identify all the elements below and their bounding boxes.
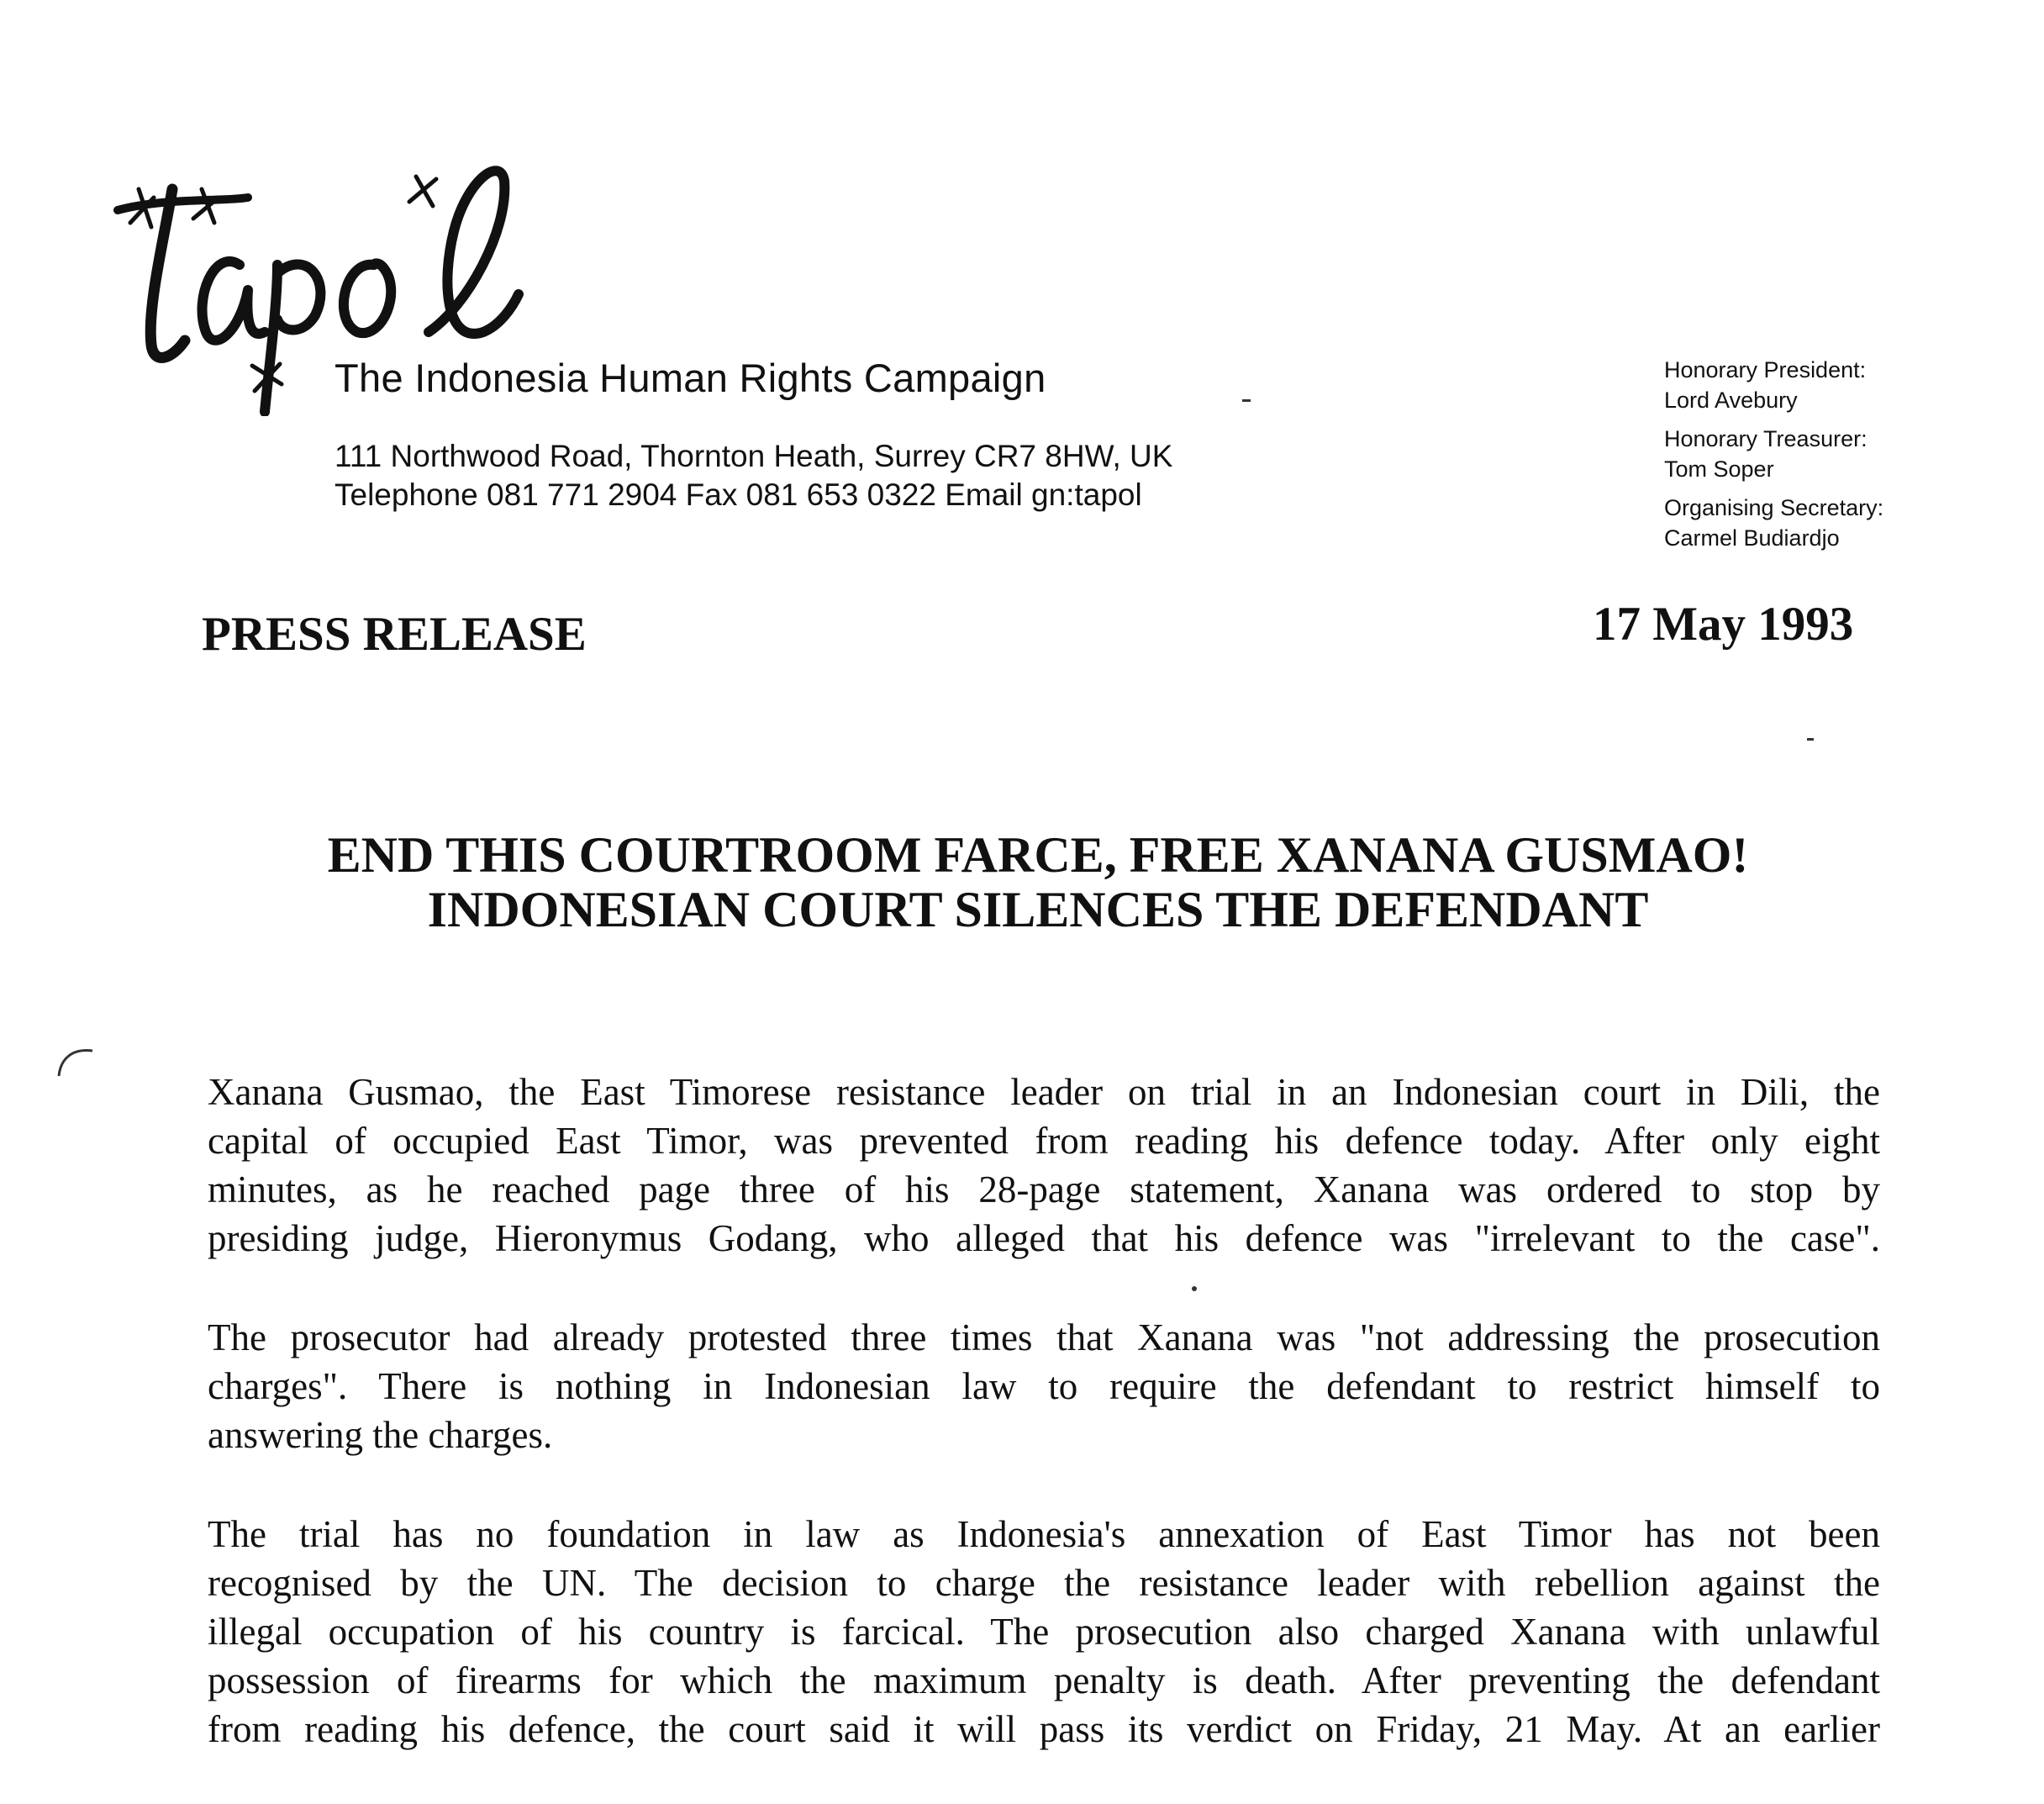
officer-role: Honorary Treasurer:: [1664, 426, 1868, 451]
headline-line: END THIS COURTROOM FARCE, FREE XANANA GUSMAO!: [327, 827, 1749, 883]
officer-role: Honorary President:: [1664, 357, 1867, 382]
text-line: capital of occupied East Timor, was prevented from reading his defence today. After only eight: [208, 1120, 1880, 1162]
text-line: possession of firearms for which the maximum penalty is death. After preventing the defendant: [208, 1659, 1880, 1701]
text-line: presiding judge, Hieronymus Godang, who alleged that his defence was "irrelevant to the case".: [208, 1217, 1880, 1259]
text-line: Xanana Gusmao, the East Timorese resistance leader on trial in an Indonesian court in Dili, the: [208, 1071, 1880, 1113]
officer-president: [1664, 355, 1883, 415]
officers-list: [1664, 355, 1883, 562]
contact-block: [335, 437, 1172, 514]
contact-line: Telephone 081 771 2904 Fax 081 653 0322 Email gn:tapol: [335, 477, 1142, 512]
headline: [168, 828, 1908, 937]
officer-treasurer: [1664, 424, 1883, 484]
organization-name: The Indonesia Human Rights Campaign: [335, 356, 1046, 400]
headline-line: INDONESIAN COURT SILENCES THE DEFENDANT: [427, 882, 1649, 937]
text-line: from reading his defence, the court said it will pass its verdict on Friday, 21 May. At an earlier: [208, 1708, 1880, 1750]
officer-name: Tom Soper: [1664, 456, 1774, 482]
body-text: [208, 1068, 1880, 1804]
text-line: The trial has no foundation in law as Indonesia's annexation of East Timor has not been: [208, 1513, 1880, 1555]
address-line: 111 Northwood Road, Thornton Heath, Surrey CR7 8HW, UK: [335, 439, 1173, 473]
paragraph: [208, 1510, 1880, 1754]
scan-speck: [1242, 399, 1251, 402]
officer-name: Carmel Budiardjo: [1664, 525, 1840, 551]
paragraph: [208, 1313, 1880, 1459]
text-line: minutes, as he reached page three of his 28-page statement, Xanana was ordered to stop by: [208, 1168, 1880, 1211]
paragraph: [208, 1068, 1880, 1263]
officer-name: Lord Avebury: [1664, 388, 1798, 413]
text-line: The prosecutor had already protested three times that Xanana was "not addressing the prosecution: [208, 1316, 1880, 1358]
text-line: charges". There is nothing in Indonesian law to require the defendant to restrict himself to: [208, 1365, 1880, 1407]
officer-role: Organising Secretary:: [1664, 495, 1884, 520]
text-line: answering the charges.: [208, 1414, 553, 1456]
scan-speck: [1192, 1286, 1197, 1291]
release-date: 17 May 1993: [1593, 598, 1854, 651]
scan-speck: [1807, 738, 1814, 741]
press-release-label: PRESS RELEASE: [202, 608, 587, 661]
text-line: recognised by the UN. The decision to charge the resistance leader with rebellion against the: [208, 1562, 1880, 1604]
officer-secretary: [1664, 493, 1883, 553]
text-line: illegal occupation of his country is farcical. The prosecution also charged Xanana with unlawful: [208, 1611, 1880, 1653]
scan-mark: [50, 1038, 101, 1089]
